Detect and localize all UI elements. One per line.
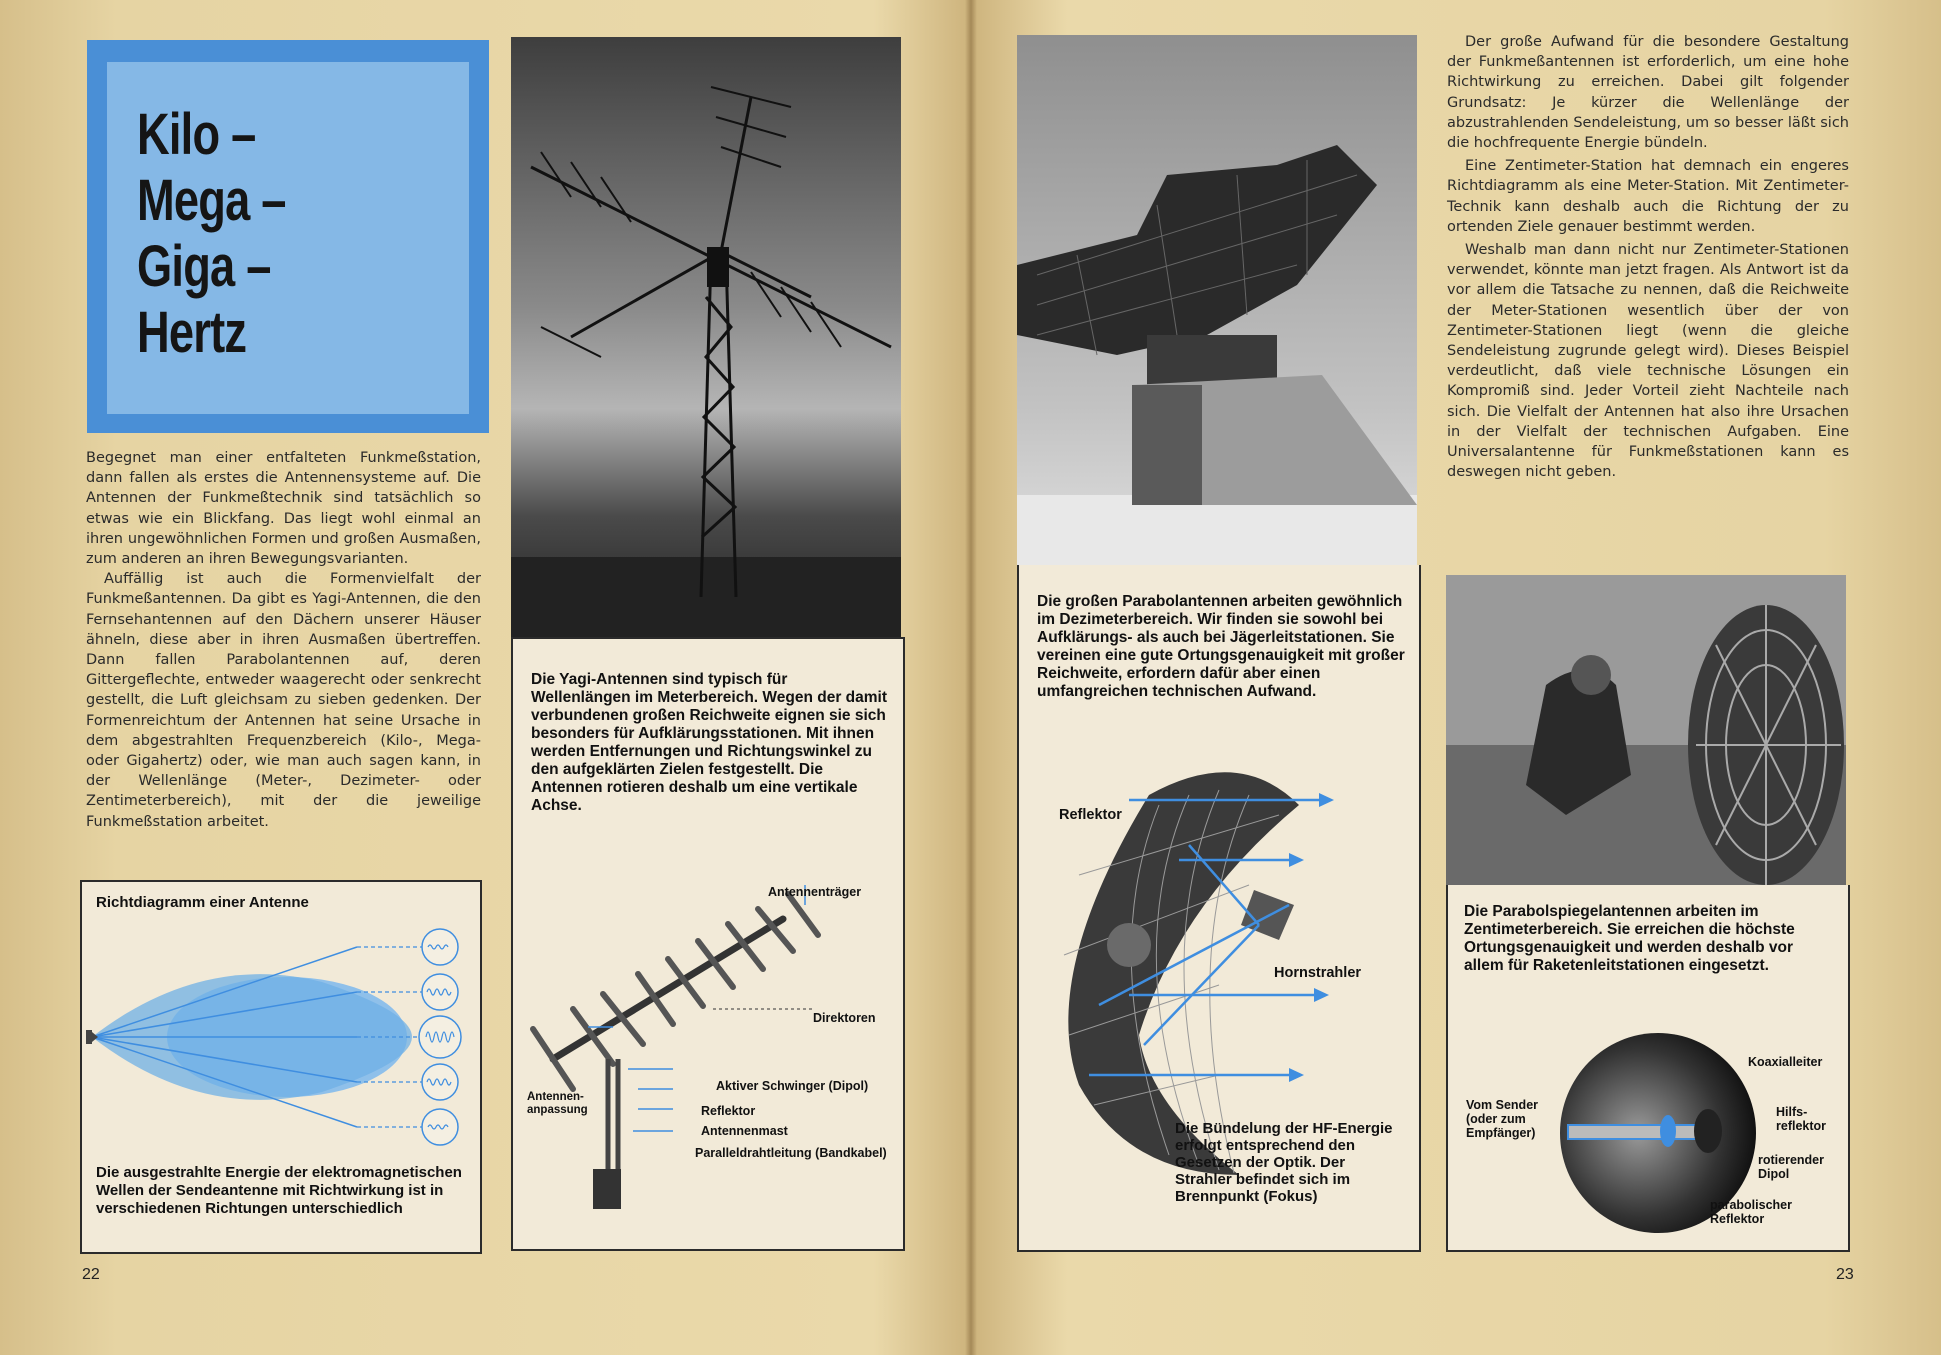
right-paragraph-2: Eine Zentimeter-Station hat demnach ein engeres Richtdiagramm als eine Meter-Station. Mit Zentimeter-Technik kann deshalb auch die Richtung der zu ortenden Ziele genauer bestimmt werden. xyxy=(1447,158,1849,235)
left-paragraph-2: Auffällig ist auch die Formenvielfalt der Funkmeßantennen. Da gibt es Yagi-Antennen, die den Fernsehantennen auf den Dächern unserer Häuser ähneln, diese aber in ihren Ausmaßen übertreffen. Dann fallen Parabolantennen auf, deren Gittergeflechte, entweder waagerecht oder senkrecht gestellt, die Luft gleichsam zu sieben gedenken. Der Formenreichtum der Antennen hat seine Ursache in dem abgestrahlten Frequenzbereich (Kilo-, Mega- oder Gigahertz) oder, wie man auch sagen kann, in der Wellenlänge (Meter-, Dezimeter- oder Zentimeterbereich), mit der die jeweilige Funkmeßstation arbeitet. xyxy=(86,571,481,830)
dish-photo-image xyxy=(1446,575,1846,885)
radiation-diagram-caption: Die ausgestrahlte Energie der elektromagnetischen Wellen der Sendeantenne mit Richtwirkung ist in verschiedenen Richtungen unterschiedlich xyxy=(96,1164,462,1217)
label-antennenanpassung: Antennen- anpassung xyxy=(527,1091,588,1116)
yagi-photo-image xyxy=(511,37,901,637)
yagi-antenna-drawing xyxy=(513,869,903,1239)
title-line-kilo: Kilo – xyxy=(137,102,256,167)
radiation-lobe-graphic xyxy=(82,912,480,1162)
label-paralleldrahtleitung: Paralleldrahtleitung (Bandkabel) xyxy=(695,1146,887,1160)
label-koaxialleiter: Koaxialleiter xyxy=(1748,1055,1823,1069)
label-antennentraeger: Antennenträger xyxy=(768,885,862,899)
radar-photo-image xyxy=(1017,35,1417,565)
label-aktiver-schwinger: Aktiver Schwinger (Dipol) xyxy=(716,1079,869,1093)
radiation-diagram-frame xyxy=(80,880,482,1254)
page-number-right: 23 xyxy=(1836,1266,1854,1283)
label-vom-sender: Vom Sender (oder zum Empfänger) xyxy=(1466,1098,1539,1140)
right-paragraph-3: Weshalb man dann nicht nur Zentimeter-Stationen verwendet, könnte man jetzt fragen. Als Antwort ist da vor allem die Tatsache zu nennen, daß die Reichweite der Meter-Stationen wesentlich über der von Zentimeter-Stationen liegt (wenn die gleiche Sendeleistung zugrunde gelegt wird). Dieses Beispiel verdeutlicht, daß viele technische Lösungen ein Kompromiß sind. Jeder Vorteil zieht Nachteile nach sich. Die Vielfalt der Antennen hat also ihre Ursachen in der Vielfalt der technischen Aufgaben. Eine Universalantenne für Funkmeßstationen kann es deswegen nicht geben. xyxy=(1447,242,1849,481)
chapter-title xyxy=(137,102,286,366)
parabol-caption: Die großen Parabolantennen arbeiten gewöhnlich im Dezimeterbereich. Wir finden sie sowohl bei Aufklärungs- als auch bei Jägerleitstationen. Sie vereinen eine gute Ortungsgenauigkeit mit großer Reichweite, erfordern dafür aber einen umfangreichen technischen Aufwand. xyxy=(1037,593,1405,700)
radiation-diagram-title: Richtdiagramm einer Antenne xyxy=(96,894,309,911)
title-line-hertz: Hertz xyxy=(137,300,247,365)
right-body-text xyxy=(1447,32,1849,482)
spiegel-caption: Die Parabolspiegelantennen arbeiten im Zentimeterbereich. Sie erreichen die höchste Ortungsgenauigkeit und werden deshalb vor allem für Raketenleitstationen eingesetzt. xyxy=(1464,903,1795,974)
radar-station-photo xyxy=(1017,35,1417,565)
yagi-caption: Die Yagi-Antennen sind typisch für Wellenlängen im Meterbereich. Wegen der damit verbundenen großen Reichweite eignen sie sich besonders für Aufklärungsstationen. Mit ihnen werden Entfernungen und Richtungswinkel zu den aufgeklärten Zielen festgestellt. Die Antennen rotieren deshalb um eine vertikale Achse. xyxy=(531,671,888,814)
title-line-giga: Giga – xyxy=(137,234,271,299)
optik-caption: Die Bündelung der HF-Energie erfolgt entsprechend den Gesetzen der Optik. Der Strahler befindet sich im Brennpunkt (Fokus) xyxy=(1175,1120,1393,1205)
label-reflektor-yagi: Reflektor xyxy=(701,1104,756,1118)
label-parabolischer-reflektor: parabolischer Reflektor xyxy=(1710,1198,1792,1226)
label-reflektor-parabol: Reflektor xyxy=(1059,807,1122,823)
right-paragraph-1: Der große Aufwand für die besondere Gestaltung der Funkmeßantennen ist erforderlich, um eine hohe Richtwirkung zu erreichen. Dabei gilt folgender Grundsatz: Je kürzer die Wellenlänge der abzustrahlenden Sendeleistung, um so besser läßt sich die hochfrequente Energie bündeln. xyxy=(1447,34,1849,152)
label-rotierender-dipol: rotierender Dipol xyxy=(1758,1153,1824,1181)
page-number-left: 22 xyxy=(82,1266,100,1283)
dish-diagram-frame xyxy=(1446,885,1850,1252)
yagi-diagram-frame xyxy=(511,637,905,1251)
label-antennenmast: Antennenmast xyxy=(701,1124,788,1138)
left-body-text xyxy=(86,448,481,832)
label-hilfsreflektor: Hilfs- reflektor xyxy=(1776,1105,1827,1133)
title-box xyxy=(87,40,489,433)
book-gutter xyxy=(965,0,977,1355)
dish-antenna-photo xyxy=(1446,575,1846,885)
title-line-mega: Mega – xyxy=(137,168,286,233)
label-direktoren: Direktoren xyxy=(813,1011,876,1025)
parabol-diagram-frame xyxy=(1017,565,1421,1252)
left-paragraph-1: Begegnet man einer entfalteten Funkmeßstation, dann fallen als erstes die Antennensysteme auf. Die Antennen der Funkmeßtechnik sind tatsächlich so etwas wie ein Blickfang. Das liegt wohl einmal an ihren ungewöhnlichen Formen und großen Ausmaßen, zum anderen an ihren Bewegungsvarianten. xyxy=(86,450,481,568)
yagi-antenna-photo xyxy=(511,37,901,637)
label-hornstrahler: Hornstrahler xyxy=(1274,965,1362,981)
